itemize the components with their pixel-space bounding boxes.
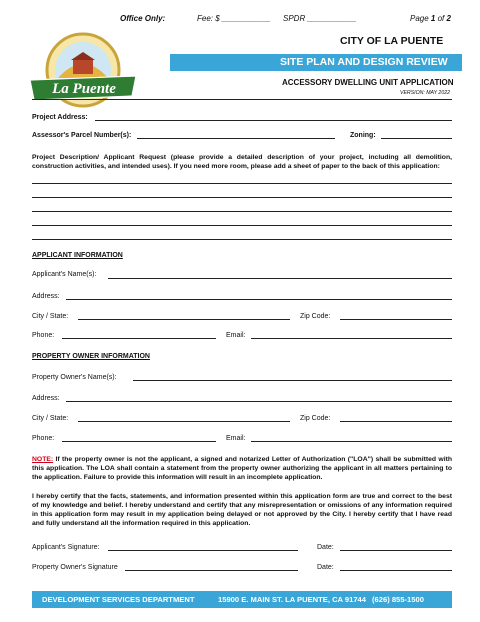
parcel-number-input[interactable]: [137, 138, 335, 139]
note-label: NOTE:: [32, 456, 54, 463]
logo-wordmark: La Puente: [52, 81, 116, 97]
footer-bar: [32, 591, 452, 608]
loa-note: [32, 455, 452, 482]
owner-signature-label: Property Owner's Signature: [32, 564, 118, 571]
zoning-label: Zoning:: [350, 132, 376, 139]
form-subtitle: ACCESSORY DWELLING UNIT APPLICATION: [282, 78, 454, 87]
applicant-signature-input[interactable]: [108, 550, 298, 551]
owner-city-label: City / State:: [32, 415, 69, 422]
footer-phone: (626) 855-1500: [372, 595, 424, 604]
applicant-phone-label: Phone:: [32, 332, 55, 339]
applicant-zip-input[interactable]: [340, 319, 452, 320]
applicant-address-label: Address:: [32, 293, 60, 300]
applicant-phone-input[interactable]: [62, 338, 216, 339]
applicant-zip-label: Zip Code:: [300, 313, 331, 320]
owner-phone-label: Phone:: [32, 435, 55, 442]
applicant-date-label: Date:: [317, 544, 334, 551]
applicant-address-input[interactable]: [66, 299, 452, 300]
description-line-4[interactable]: [32, 225, 452, 226]
applicant-email-label: Email:: [226, 332, 246, 339]
applicant-name-input[interactable]: [108, 278, 452, 279]
applicant-signature-label: Applicant's Signature:: [32, 544, 100, 551]
page-indicator: Page 1 of 2: [410, 14, 451, 23]
owner-city-input[interactable]: [78, 421, 290, 422]
certification-statement: I hereby certify that the facts, statements, and information presented within this application form are true and correct to the best of my knowledge and belief. I hereby understand and certify that any misrepresentation or omissions of any information required in this application form may result in my application being delayed or not approved by the City. I hereby certify that I have read and fully understand all the information required in this application.: [32, 493, 452, 527]
project-address-label: Project Address:: [32, 114, 88, 121]
applicant-email-input[interactable]: [251, 338, 452, 339]
parcel-number-label: Assessor's Parcel Number(s):: [32, 132, 132, 139]
city-name: CITY OF LA PUENTE: [340, 35, 444, 47]
owner-date-input[interactable]: [340, 570, 452, 571]
applicant-name-label: Applicant's Name(s):: [32, 271, 97, 278]
applicant-city-input[interactable]: [78, 319, 290, 320]
description-line-5[interactable]: [32, 239, 452, 240]
form-title-banner: [170, 54, 462, 71]
owner-zip-input[interactable]: [340, 421, 452, 422]
project-address-input[interactable]: [95, 120, 452, 121]
note-text: If the property owner is not the applicant, a signed and notarized Letter of Authorization ("LOA") shall be submitted with this application. The LOA shall contain a statement from the property owner authorizing the applicant in all matters pertaining to the application. Failure to provide this information will result in an incomplete application.: [32, 456, 452, 481]
spdr-field[interactable]: SPDR ___________: [283, 14, 357, 23]
owner-heading: PROPERTY OWNER INFORMATION: [32, 353, 150, 360]
owner-name-input[interactable]: [133, 380, 452, 381]
owner-date-label: Date:: [317, 564, 334, 571]
owner-email-label: Email:: [226, 435, 246, 442]
fee-field[interactable]: Fee: $ ___________: [197, 14, 271, 23]
applicant-heading: APPLICANT INFORMATION: [32, 252, 123, 259]
owner-phone-input[interactable]: [62, 441, 216, 442]
owner-email-input[interactable]: [251, 441, 452, 442]
owner-zip-label: Zip Code:: [300, 415, 331, 422]
owner-signature-input[interactable]: [125, 570, 298, 571]
header-divider: [32, 99, 452, 100]
description-line-1[interactable]: [32, 183, 452, 184]
description-line-2[interactable]: [32, 197, 452, 198]
footer-department: DEVELOPMENT SERVICES DEPARTMENT: [42, 595, 195, 604]
form-title: SITE PLAN AND DESIGN REVIEW: [280, 56, 448, 68]
applicant-date-input[interactable]: [340, 550, 452, 551]
project-description-label: Project Description/ Applicant Request (please provide a detailed description of your project, including all demolition, construction activities, and intended uses). If you need more room, please add a sheet of paper to the back of this application:: [32, 154, 452, 170]
owner-name-label: Property Owner's Name(s):: [32, 374, 117, 381]
description-line-3[interactable]: [32, 211, 452, 212]
office-only-label: Office Only:: [120, 14, 166, 23]
owner-address-input[interactable]: [66, 401, 452, 402]
zoning-input[interactable]: [381, 138, 452, 139]
version-label: VERSION: MAY 2022: [400, 90, 450, 96]
footer-address: 15900 E. MAIN ST. LA PUENTE, CA 91744: [218, 595, 366, 604]
applicant-city-label: City / State:: [32, 313, 69, 320]
owner-address-label: Address:: [32, 395, 60, 402]
